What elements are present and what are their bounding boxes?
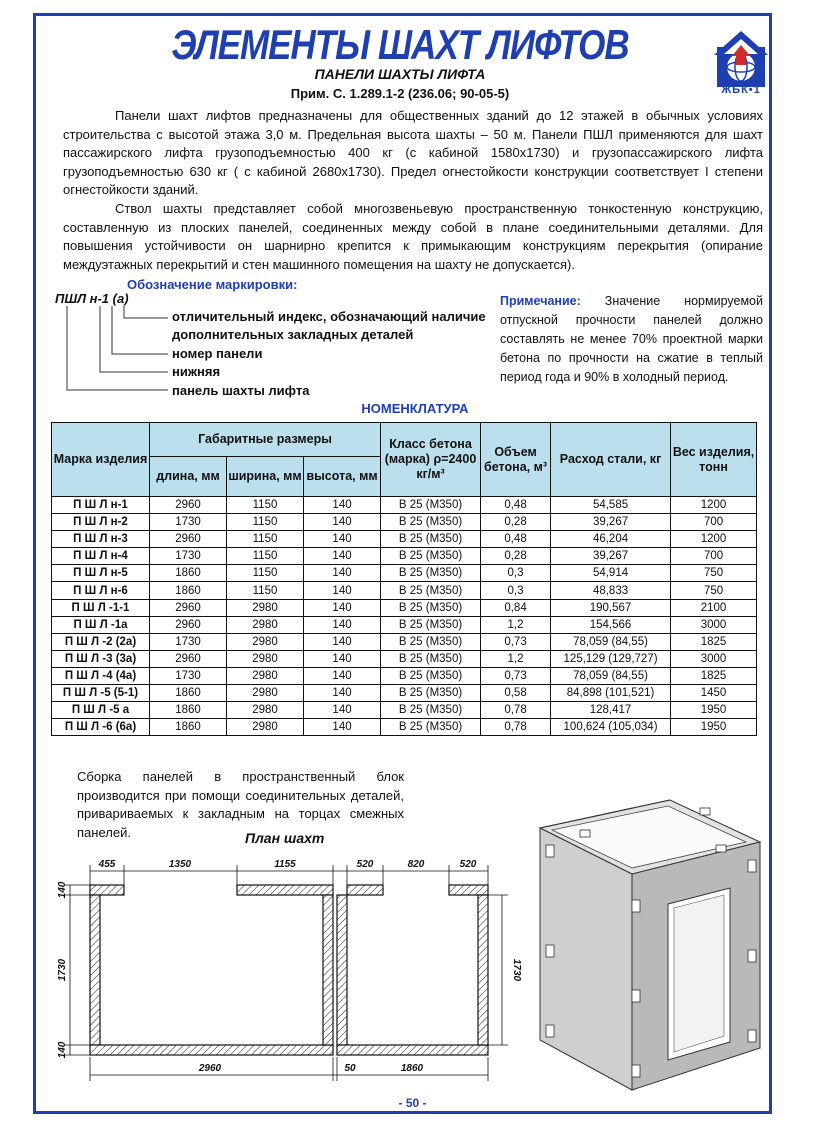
table-cell: 2980 — [227, 719, 304, 736]
table-cell: 0,48 — [481, 531, 551, 548]
table-cell: 140 — [304, 497, 381, 514]
table-cell: 140 — [304, 667, 381, 684]
table-cell: 125,129 (129,727) — [551, 650, 671, 667]
table-cell-mark: П Ш Л н-1 — [52, 497, 150, 514]
table-cell: 0,78 — [481, 702, 551, 719]
table-cell: 1150 — [227, 582, 304, 599]
table-cell: 0,28 — [481, 548, 551, 565]
plan-dim-label: 1350 — [168, 859, 192, 870]
table-cell: 39,267 — [551, 548, 671, 565]
header-height: высота, мм — [304, 457, 381, 497]
plan-dim-label: 520 — [459, 859, 477, 870]
table-row — [52, 582, 757, 599]
table-cell: 140 — [304, 548, 381, 565]
table-cell: 54,914 — [551, 565, 671, 582]
table-cell: В 25 (М350) — [381, 497, 481, 514]
plan-dim-label: 455 — [98, 859, 116, 870]
table-cell: 1730 — [150, 548, 227, 565]
table-cell: 1,2 — [481, 650, 551, 667]
table-body — [52, 497, 757, 736]
table-cell: В 25 (М350) — [381, 650, 481, 667]
table-cell: 1,2 — [481, 616, 551, 633]
table-cell: 2960 — [150, 616, 227, 633]
logo-text: ЖБК•1 — [721, 84, 761, 96]
table-cell: 2980 — [227, 633, 304, 650]
table-cell: 78,059 (84,55) — [551, 667, 671, 684]
marking-code: ПШЛ н-1 (а) — [55, 291, 129, 306]
main-title: ЭЛЕМЕНТЫ ШАХТ ЛИФТОВ — [171, 22, 629, 69]
table-caption: НОМЕНКЛАТУРА — [361, 401, 469, 416]
table-cell: В 25 (М350) — [381, 582, 481, 599]
table-cell: 190,567 — [551, 599, 671, 616]
plan-dim-label: 140 — [57, 881, 68, 899]
table-cell: 1825 — [671, 633, 757, 650]
table-cell-mark: П Ш Л н-2 — [52, 514, 150, 531]
table-cell: 1200 — [671, 531, 757, 548]
table-cell: 750 — [671, 565, 757, 582]
plan-dim-label: 520 — [356, 859, 374, 870]
table-cell: 2980 — [227, 685, 304, 702]
table-cell: 1730 — [150, 633, 227, 650]
table-cell: 140 — [304, 582, 381, 599]
note-label: Примечание: — [500, 294, 581, 308]
table-row — [52, 616, 757, 633]
table-cell: 2100 — [671, 599, 757, 616]
table-cell-mark: П Ш Л -4 (4а) — [52, 667, 150, 684]
table-cell: В 25 (М350) — [381, 667, 481, 684]
table-cell-mark: П Ш Л н-4 — [52, 548, 150, 565]
table-cell: В 25 (М350) — [381, 531, 481, 548]
header-dimensions: Габаритные размеры — [150, 423, 381, 457]
plan-dim-label: 50 — [344, 1063, 356, 1074]
table-cell: 1150 — [227, 514, 304, 531]
plan-dim-label: 1860 — [400, 1063, 424, 1074]
table-cell: В 25 (М350) — [381, 719, 481, 736]
table-cell: 140 — [304, 616, 381, 633]
table-cell: 0,28 — [481, 514, 551, 531]
table-row — [52, 548, 757, 565]
table-cell: 0,78 — [481, 719, 551, 736]
table-row — [52, 719, 757, 736]
table-cell: 2980 — [227, 599, 304, 616]
table-cell-mark: П Ш Л -5 а — [52, 702, 150, 719]
table-cell: 54,585 — [551, 497, 671, 514]
table-row — [52, 667, 757, 684]
marking-legend-item: отличительный индекс, обозначающий наличие — [172, 309, 486, 324]
table-cell: В 25 (М350) — [381, 548, 481, 565]
plan-title: План шахт — [245, 830, 325, 846]
table-cell-mark: П Ш Л -2 (2а) — [52, 633, 150, 650]
table-cell: 0,3 — [481, 565, 551, 582]
table-cell: 2960 — [150, 531, 227, 548]
plan-dim-label: 1155 — [274, 859, 296, 870]
marking-heading: Обозначение маркировки: — [127, 277, 298, 292]
table-cell: В 25 (М350) — [381, 633, 481, 650]
table-cell: 140 — [304, 685, 381, 702]
table-cell: 2960 — [150, 497, 227, 514]
intro-paragraph-2-text: Ствол шахты представляет собой многозвеньевую пространственную тонкостенную конструкцию, составленную из плоских панелей, соединенных между собой в плане соединительными деталями. Для повышения устойчивости он шарнирно крепится к примыкающим конструкциям перекрытия (опирание междуэтажных перекрытий и стен машинного помещения на шахту не допускается). — [63, 201, 763, 272]
shaft-3d-view-image — [520, 790, 770, 1090]
table-cell: 1730 — [150, 514, 227, 531]
table-cell: 140 — [304, 599, 381, 616]
marking-legend-item: дополнительных закладных деталей — [172, 327, 414, 342]
table-cell: 2980 — [227, 702, 304, 719]
table-cell: 1730 — [150, 667, 227, 684]
intro-paragraph-1-text: Панели шахт лифтов предназначены для общественных зданий до 12 этажей в обычных условиях строительства с высотой этажа 3,0 м. Предельная высота шахты – 50 м. Панели ПШЛ применяются для шахт пассажирского лифта грузоподъемностью 400 кг (с кабиной 1580х1730) и грузопассажирского лифта грузоподъемностью 630 кг ( с кабиной 2680х1730). Предел огнестойкости конструкции соответствует I степени огнестойкости зданий. — [63, 108, 763, 198]
table-cell: 1860 — [150, 685, 227, 702]
header-width: ширина, мм — [227, 457, 304, 497]
assembly-text: Сборка панелей в пространственный блок производится при помощи соединительных деталей, привариваемых к закладным на торцах смежных панелей. — [77, 769, 404, 840]
table-cell-mark: П Ш Л -1-1 — [52, 599, 150, 616]
table-row — [52, 685, 757, 702]
table-cell: 1150 — [227, 548, 304, 565]
table-cell: 84,898 (101,521) — [551, 685, 671, 702]
table-cell-mark: П Ш Л -6 (6а) — [52, 719, 150, 736]
table-cell: 1450 — [671, 685, 757, 702]
table-cell: 750 — [671, 582, 757, 599]
table-cell: 128,417 — [551, 702, 671, 719]
table-cell: 0,84 — [481, 599, 551, 616]
table-row — [52, 599, 757, 616]
table-cell: 39,267 — [551, 514, 671, 531]
shaft-plan-drawing — [50, 853, 522, 1083]
table-cell: 140 — [304, 650, 381, 667]
table-cell: 140 — [304, 531, 381, 548]
header-volume: Объем бетона, м³ — [481, 423, 551, 497]
table-cell: 0,48 — [481, 497, 551, 514]
table-cell: 700 — [671, 548, 757, 565]
table-row — [52, 514, 757, 531]
table-row — [52, 633, 757, 650]
table-cell: 700 — [671, 514, 757, 531]
table-cell-mark: П Ш Л -3 (3а) — [52, 650, 150, 667]
table-cell: 140 — [304, 702, 381, 719]
note-text: Значение нормируемой отпускной прочности панелей должно составлять не менее 70% проектной марки бетона по прочности на сжатие в теплый период года и 90% в холодный период. — [500, 294, 763, 384]
table-cell: 1150 — [227, 531, 304, 548]
table-cell-mark: П Ш Л н-3 — [52, 531, 150, 548]
plan-dim-label: 140 — [57, 1041, 68, 1059]
plan-dim-label: 1730 — [57, 958, 68, 982]
table-row — [52, 531, 757, 548]
header-length: длина, мм — [150, 457, 227, 497]
header-weight: Вес изделия, тонн — [671, 423, 757, 497]
marking-legend-item: нижняя — [172, 364, 221, 379]
table-cell-mark: П Ш Л н-5 — [52, 565, 150, 582]
table-cell: 2980 — [227, 616, 304, 633]
table-cell: 1860 — [150, 719, 227, 736]
table-row — [52, 702, 757, 719]
table-cell: 46,204 — [551, 531, 671, 548]
table-cell: 1860 — [150, 565, 227, 582]
plan-dim-label: 820 — [407, 859, 425, 870]
nomenclature-table — [51, 422, 757, 736]
table-cell: В 25 (М350) — [381, 565, 481, 582]
table-cell: 1200 — [671, 497, 757, 514]
table-cell: 100,624 (105,034) — [551, 719, 671, 736]
table-row — [52, 497, 757, 514]
table-cell: 1150 — [227, 497, 304, 514]
header-steel: Расход стали, кг — [551, 423, 671, 497]
table-cell: 154,566 — [551, 616, 671, 633]
plan-dim-label: 2960 — [198, 1063, 222, 1074]
table-cell: 3000 — [671, 650, 757, 667]
table-cell: 140 — [304, 719, 381, 736]
standard-reference: Прим. С. 1.289.1-2 (236.06; 90-05-5) — [290, 86, 510, 101]
table-cell: 0,73 — [481, 633, 551, 650]
table-cell: 3000 — [671, 616, 757, 633]
table-cell: 1860 — [150, 582, 227, 599]
table-cell: 1825 — [671, 667, 757, 684]
plan-dim-label: 1730 — [511, 958, 522, 982]
table-cell: В 25 (М350) — [381, 599, 481, 616]
table-cell: 1950 — [671, 702, 757, 719]
table-row — [52, 650, 757, 667]
table-cell: 2980 — [227, 667, 304, 684]
table-cell: 0,3 — [481, 582, 551, 599]
table-cell: В 25 (М350) — [381, 616, 481, 633]
table-cell: 0,73 — [481, 667, 551, 684]
table-cell: 140 — [304, 633, 381, 650]
page-subtitle: ПАНЕЛИ ШАХТЫ ЛИФТА — [314, 66, 486, 82]
table-cell: 1950 — [671, 719, 757, 736]
table-row — [52, 565, 757, 582]
table-cell: В 25 (М350) — [381, 514, 481, 531]
note-block — [500, 292, 763, 387]
page-number: - 50 - — [398, 1096, 427, 1110]
table-cell-mark: П Ш Л -1а — [52, 616, 150, 633]
table-cell: В 25 (М350) — [381, 685, 481, 702]
table-cell: В 25 (М350) — [381, 702, 481, 719]
table-cell-mark: П Ш Л н-6 — [52, 582, 150, 599]
header-concrete: Класс бетона (марка) ρ=2400 кг/м³ — [381, 423, 481, 497]
header-mark: Марка изделия — [52, 423, 150, 497]
table-cell: 1150 — [227, 565, 304, 582]
table-cell: 48,833 — [551, 582, 671, 599]
table-cell: 140 — [304, 565, 381, 582]
table-cell: 2960 — [150, 650, 227, 667]
marking-legend-item: номер панели — [172, 346, 263, 361]
table-cell: 1860 — [150, 702, 227, 719]
table-cell: 140 — [304, 514, 381, 531]
table-cell: 2960 — [150, 599, 227, 616]
table-cell: 78,059 (84,55) — [551, 633, 671, 650]
table-cell: 0,58 — [481, 685, 551, 702]
marking-legend-item: панель шахты лифта — [172, 383, 310, 398]
table-cell-mark: П Ш Л -5 (5-1) — [52, 685, 150, 702]
table-cell: 2980 — [227, 650, 304, 667]
